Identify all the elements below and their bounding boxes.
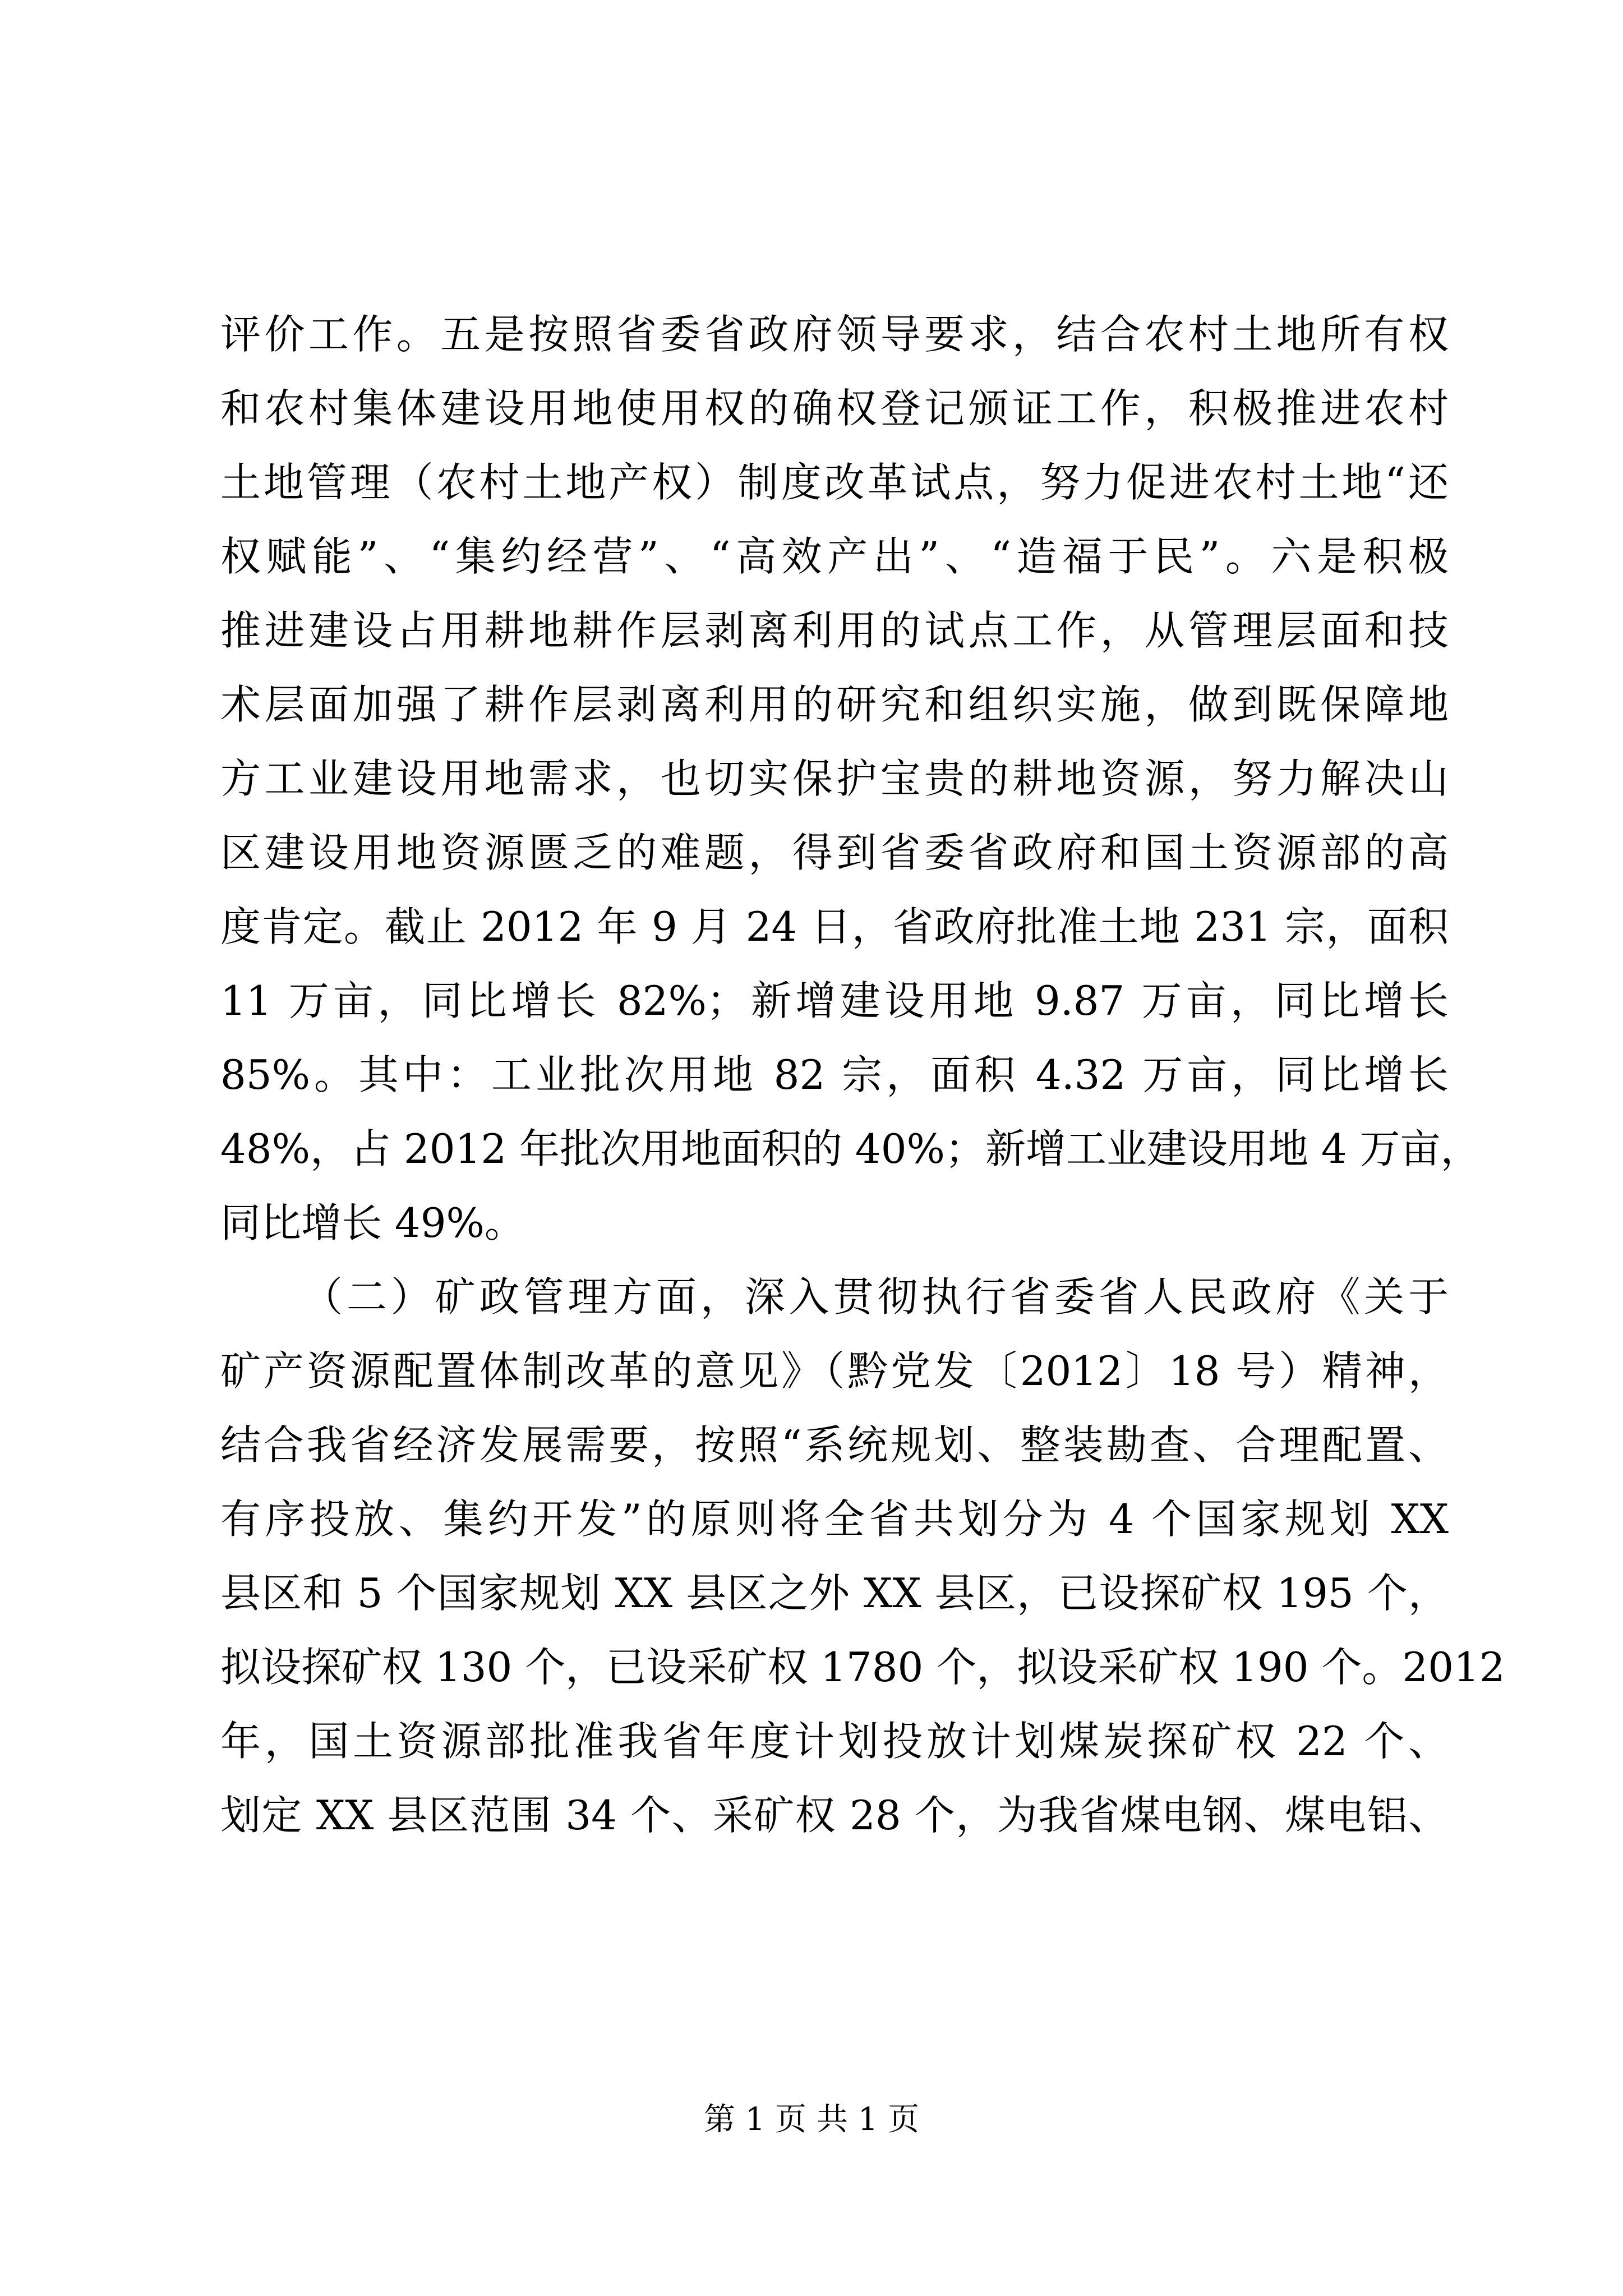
text-line-14: （二）矿政管理方面，深入贯彻执行省委省人民政府《关于 [302,1273,1449,1320]
text-line-8: 区建设用地资源匮乏的难题，得到省委省政府和国土资源部的高 [220,829,1449,876]
text-line-6: 术层面加强了耕作层剥离利用的研究和组织实施，做到既保障地 [220,681,1449,728]
text-line-1: 评价工作。五是按照省委省政府领导要求，结合农村土地所有权 [220,311,1449,358]
text-line-9: 度肯定。截止 2012 年 9 月 24 日，省政府批准土地 231 宗，面积 [220,903,1449,950]
text-line-19: 拟设探矿权 130 个，已设采矿权 1780 个，拟设采矿权 190 个。2012 [220,1644,1505,1691]
text-line-4: 权赋能”、“集约经营”、“高效产出”、“造福于民”。六是积极 [220,533,1449,580]
text-line-5: 推进建设占用耕地耕作层剥离利用的试点工作，从管理层面和技 [220,607,1449,654]
text-line-16: 结合我省经济发展需要，按照“系统规划、整装勘查、合理配置、 [220,1421,1449,1469]
text-line-11: 85%。其中：工业批次用地 82 宗，面积 4.32 万亩，同比增长 [220,1051,1449,1098]
text-line-18: 县区和 5 个国家规划 XX 县区之外 XX 县区，已设探矿权 195 个， [220,1570,1449,1617]
text-line-2: 和农村集体建设用地使用权的确权登记颁证工作，积极推进农村 [220,385,1449,432]
page-footer: 第 1 页 共 1 页 [703,2101,920,2138]
text-line-15: 矿产资源配置体制改革的意见》（黔党发〔2012〕18 号）精神， [220,1347,1449,1395]
body-text [220,297,1505,1852]
text-line-21: 划定 XX 县区范围 34 个、采矿权 28 个，为我省煤电钢、煤电铝、 [220,1792,1449,1839]
text-line-12: 48%，占 2012 年批次用地面积的 40%；新增工业建设用地 4 万亩， [220,1125,1481,1172]
text-line-3: 土地管理（农村土地产权）制度改革试点，努力促进农村土地“还 [220,459,1449,506]
text-line-10: 11 万亩，同比增长 82%；新增建设用地 9.87 万亩，同比增长 [220,977,1449,1024]
text-line-7: 方工业建设用地需求，也切实保护宝贵的耕地资源，努力解决山 [220,755,1449,802]
text-line-20: 年，国土资源部批准我省年度计划投放计划煤炭探矿权 22 个、 [220,1718,1449,1765]
text-line-17: 有序投放、集约开发”的原则将全省共划分为 4 个国家规划 XX [220,1496,1449,1543]
text-line-13: 同比增长 49%。 [220,1199,525,1246]
